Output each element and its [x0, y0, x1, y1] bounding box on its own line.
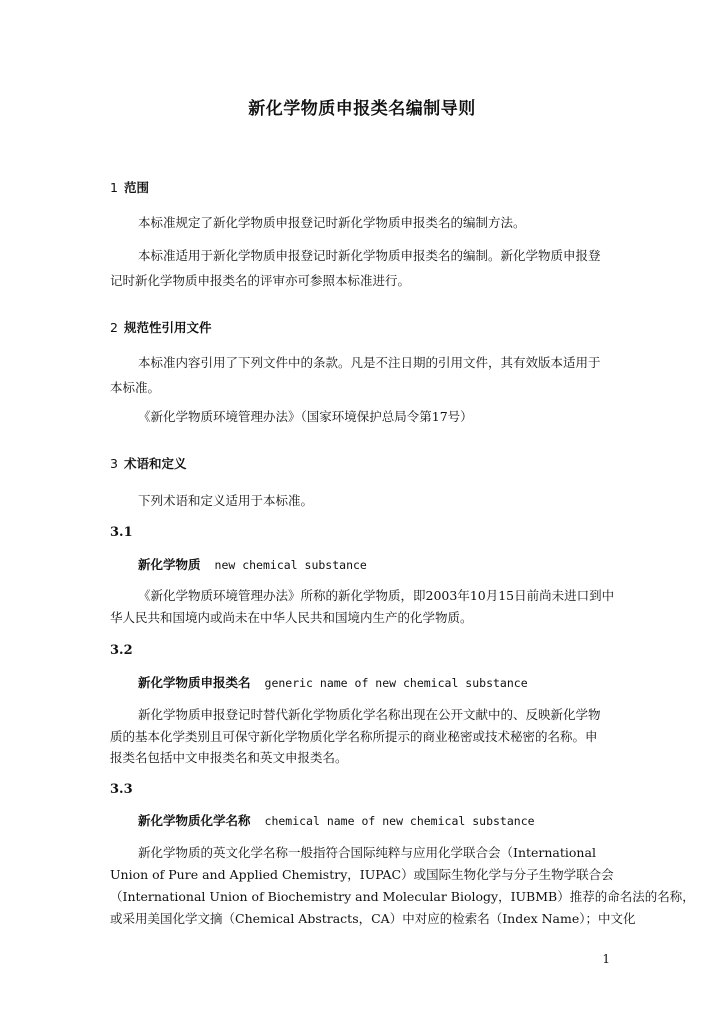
term-heading	[138, 552, 642, 578]
term-definition-line: 新化学物质的英文化学名称一般指符合国际纯粹与应用化学联合会（International	[138, 845, 596, 860]
term-english-name: generic name of new chemical substance	[264, 676, 528, 690]
page-number: 1	[602, 952, 610, 966]
section-2-paragraph-1-line-2: 本标准。	[110, 380, 161, 395]
section-1-paragraph-2-line-2: 记时新化学物质申报类名的评审亦可参照本标准进行。	[110, 273, 411, 288]
term-english-name: new chemical substance	[214, 558, 367, 572]
section-3-paragraph-1: 下列术语和定义适用于本标准。	[138, 493, 314, 508]
term-definition-line: Union of Pure and Applied Chemistry，IUPAC）或国际生物化学与分子生物学联合会	[110, 867, 614, 882]
section-2-paragraph-1-line-1: 本标准内容引用了下列文件中的条款。凡是不注日期的引用文件，其有效版本适用于	[138, 355, 601, 370]
section-1-paragraph-2-line-1: 本标准适用于新化学物质申报登记时新化学物质申报类名的编制。新化学物质申报登	[138, 248, 601, 263]
term-number: 3.3	[110, 782, 133, 797]
term-chinese-name: 新化学物质申报类名	[138, 675, 251, 690]
section-2-reference: 《新化学物质环境管理办法》（国家环境保护总局令第17号）	[138, 409, 473, 424]
section-number: 2	[110, 320, 118, 335]
term-number: 3.1	[110, 525, 133, 540]
section-number: 3	[110, 456, 118, 471]
section-title: 规范性引用文件	[123, 320, 212, 335]
section-3-heading	[110, 454, 186, 472]
term-definition-line: 或采用美国化学文摘（Chemical Abstracts，CA）中对应的检索名（Index Name）；中文化	[110, 911, 636, 926]
term-definition-line: 新化学物质申报登记时替代新化学物质化学名称出现在公开文献中的、反映新化学物	[138, 707, 601, 722]
section-title: 范围	[123, 180, 149, 195]
document-title: 新化学物质申报类名编制导则	[248, 99, 476, 119]
term-heading	[138, 670, 642, 696]
term-chinese-name: 新化学物质化学名称	[138, 813, 251, 828]
section-2-heading	[110, 318, 211, 336]
term-definition-line: 华人民共和国境内或尚未在中华人民共和国境内生产的化学物质。	[110, 610, 473, 625]
term-heading	[138, 808, 642, 834]
section-1-paragraph-1: 本标准规定了新化学物质申报登记时新化学物质申报类名的编制方法。	[138, 215, 526, 230]
term-english-name: chemical name of new chemical substance	[264, 814, 535, 828]
section-title: 术语和定义	[123, 456, 187, 471]
term-definition-line: （International Union of Biochemistry and Molecular Biology，IUBMB）推荐的命名法的名称，	[110, 889, 695, 904]
section-number: 1	[110, 180, 118, 195]
term-chinese-name: 新化学物质	[138, 557, 201, 572]
term-number: 3.2	[110, 643, 133, 658]
term-definition-line: 《新化学物质环境管理办法》所称的新化学物质，即2003年10月15日前尚未进口到中	[138, 588, 615, 603]
term-definition-line: 质的基本化学类别且可保守新化学物质化学名称所提示的商业秘密或技术秘密的名称。申	[110, 729, 598, 744]
section-1-heading	[110, 178, 149, 196]
term-definition-line: 报类名包括中文申报类名和英文申报类名。	[110, 750, 348, 765]
